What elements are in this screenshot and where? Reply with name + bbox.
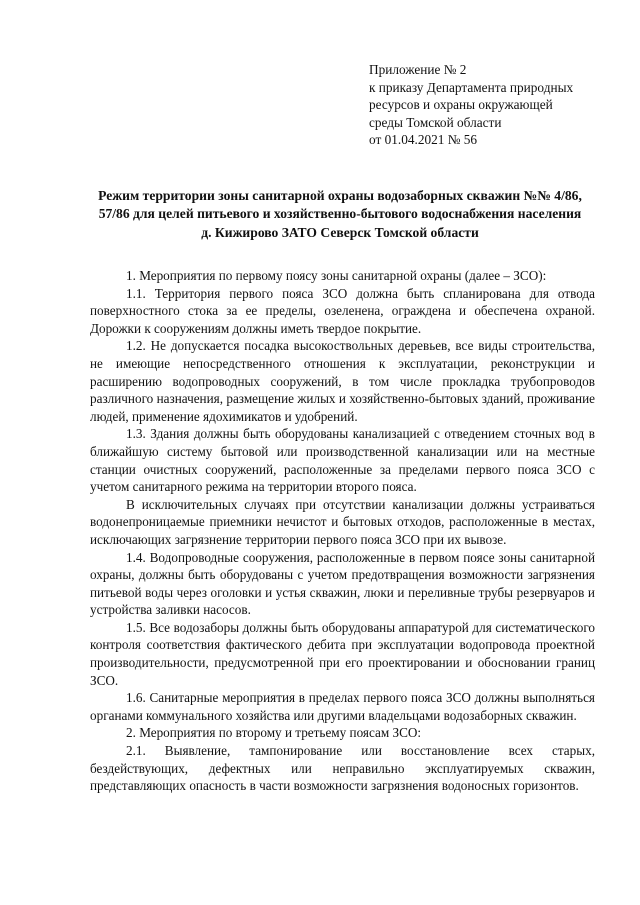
document-title — [80, 187, 600, 242]
annex-line: Приложение № 2 — [369, 62, 467, 77]
title-line: 57/86 для целей питьевого и хозяйственно-бытового водоснабжения населения — [98, 206, 582, 222]
annex-block — [369, 61, 609, 149]
document-body — [90, 267, 595, 795]
annex-line: к приказу Департамента природных — [369, 79, 574, 95]
section-heading-2: 2. Мероприятия по второму и третьему поясам ЗСО: — [126, 725, 422, 741]
title-line: Режим территории зоны санитарной охраны водозаборных скважин №№ 4/86, — [98, 188, 582, 203]
paragraph-1-3: 1.3. Здания должны быть оборудованы канализацией с отведением сточных вод в ближайшую систему бытовой или производственной канализации или на местные станции очистных сооружений, расположенные за пределами первого пояса ЗСО с учетом санитарного режима на территории второго пояса. — [90, 426, 595, 495]
annex-line: среды Томской области — [369, 114, 502, 130]
paragraph-1-4: 1.4. Водопроводные сооружения, расположенные в первом поясе зоны санитарной охраны, должны быть оборудованы с учетом предотвращения возможности загрязнения питьевой воды через оголовки и устья скважин, люки и переливные трубы резервуаров и устройства заливки насосов. — [90, 549, 595, 618]
paragraph-1-1: 1.1. Территория первого пояса ЗСО должна быть спланирована для отвода поверхностного стока за ее пределы, озеленена, ограждена и обеспечена охраной. Дорожки к сооружениям должны иметь твердое покрытие. — [90, 285, 595, 336]
paragraph-1-3-exception: В исключительных случаях при отсутствии канализации должны устраиваться водонепроницаемые приемники нечистот и бытовых отходов, расположенные в местах, исключающих загрязнение территории первого пояса ЗСО при их вывозе. — [90, 496, 595, 547]
title-line: д. Кижирово ЗАТО Северск Томской области — [201, 224, 479, 240]
paragraph-1-6: 1.6. Санитарные мероприятия в пределах первого пояса ЗСО должны выполняться органами коммунального хозяйства или другими владельцами водозаборных скважин. — [90, 690, 595, 723]
annex-line: от 01.04.2021 № 56 — [369, 132, 478, 148]
paragraph-1-5: 1.5. Все водозаборы должны быть оборудованы аппаратурой для систематического контроля соответствия фактического дебита при эксплуатации водопровода проектной производительности, предусмотренной при его проектировании и обосновании границ ЗСО. — [90, 619, 595, 688]
paragraph-1-2: 1.2. Не допускается посадка высокоствольных деревьев, все виды строительства, не имеющие непосредственного отношения к эксплуатации, реконструкции и расширению водопроводных сооружений, в том числе прокладка трубопроводов различного назначения, размещение жилых и хозяйственно-бытовых зданий, проживание людей, применение ядохимикатов и удобрений. — [90, 338, 595, 424]
section-heading-1: 1. Мероприятия по первому поясу зоны санитарной охраны (далее – ЗСО): — [126, 268, 547, 283]
paragraph-2-1: 2.1. Выявление, тампонирование или восстановление всех старых, бездействующих, дефектных или неправильно эксплуатируемых скважин, представляющих опасность в части возможности загрязнения водоносных горизонтов. — [90, 743, 595, 794]
annex-line: ресурсов и охраны окружающей — [369, 97, 553, 113]
